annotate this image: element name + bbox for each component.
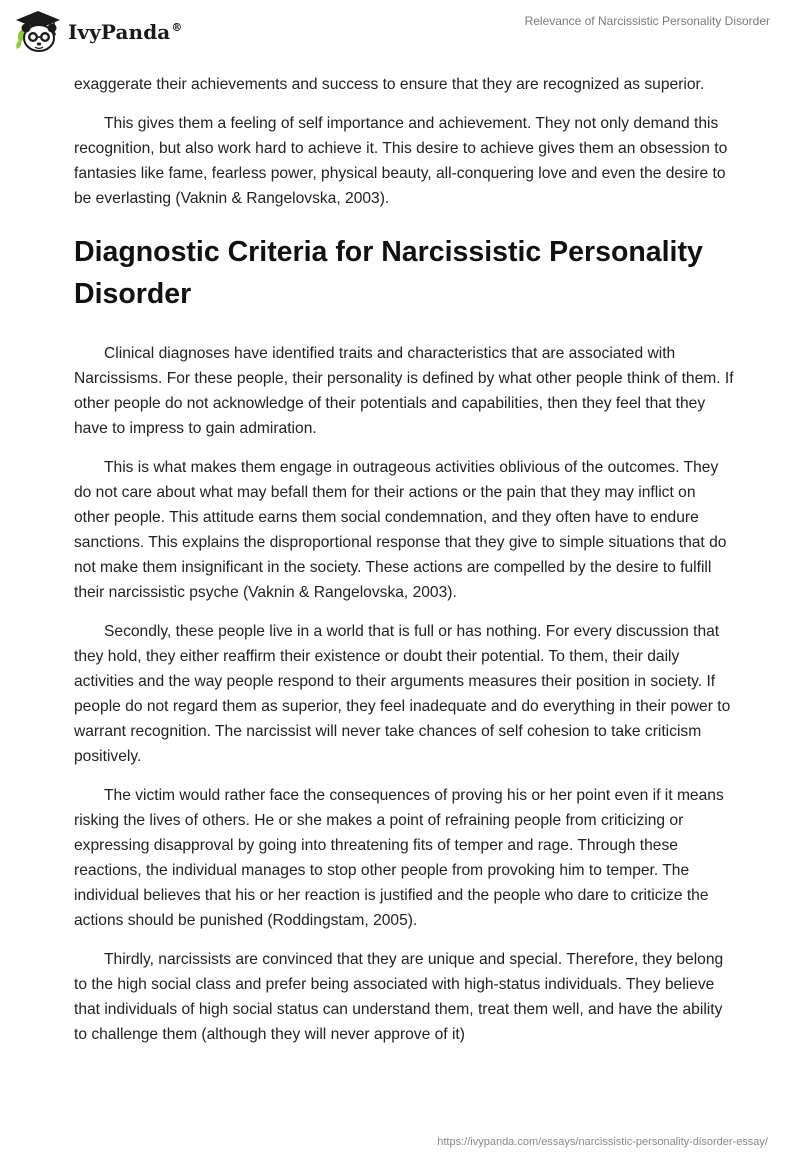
paragraph: This is what makes them engage in outrageous activities oblivious of the outcomes. They do not care about what may befall them for their actions or the pain that they may inflict on other people. This attitude earns them social condemnation, and they often have to endure sanctions. This explains the disproportional response that they give to simple situations that do not make them insignificant in the society. These actions are compelled by the desire to fulfill their narcissistic psyche (Vaknin & Rangelovska, 2003).	[74, 459, 727, 601]
essay-body	[74, 72, 734, 1061]
registered-mark: ®	[171, 21, 183, 35]
paragraph: Thirdly, narcissists are convinced that they are unique and special. Therefore, they belong to the high social class and prefer being associated with high-status individuals. They believe that individuals of high social status can understand them, treat them well, and have the ability to challenge them (although they will never approve of it)	[74, 951, 724, 1043]
source-url[interactable]: https://ivypanda.com/essays/narcissistic-personality-disorder-essay/	[437, 1136, 768, 1148]
paragraph: Clinical diagnoses have identified traits and characteristics that are associated with Narcissisms. For these people, their personality is defined by what other people think of them. If other people do not acknowledge of their potentials and capabilities, then they feel that they have to impress to gain admiration.	[74, 345, 734, 437]
panda-graduate-icon	[14, 9, 62, 55]
paragraph: This gives them a feeling of self importance and achievement. They not only demand this recognition, but also work hard to achieve it. This desire to achieve gives them an obsession to fantasies like fame, fearless power, physical beauty, all-conquering love and even the desire to be everlasting (Vaknin & Rangelovska, 2003).	[74, 115, 728, 207]
brand-name: IvyPanda®	[68, 20, 183, 44]
paragraph: The victim would rather face the consequences of proving his or her point even if it means risking the lives of others. He or she makes a point of refraining people from criticizing or expressing disapproval by going into threatening fits of temper and rage. Through these reactions, the individual manages to stop other people from provoking him to temper. The individual believes that his or her reaction is justified and the people who dare to criticize the actions should be punished (Roddingstam, 2005).	[74, 787, 724, 929]
page-header	[0, 0, 800, 62]
paragraph: Secondly, these people live in a world that is full or has nothing. For every discussion that they hold, they either reaffirm their existence or doubt their potential. To them, their daily activities and the way people respond to their arguments measures their position in society. If people do not regard them as superior, they feel inadequate and do everything in their power to warrant recognition. The narcissist will never take chances of self cohesion to take criticism positively.	[74, 623, 731, 765]
section-heading: Diagnostic Criteria for Narcissistic Personality Disorder	[74, 236, 703, 310]
ivypanda-logo[interactable]	[14, 9, 182, 55]
document-title: Relevance of Narcissistic Personality Disorder	[524, 14, 770, 28]
paragraph-continued: exaggerate their achievements and success to ensure that they are recognized as superior.	[74, 76, 705, 93]
